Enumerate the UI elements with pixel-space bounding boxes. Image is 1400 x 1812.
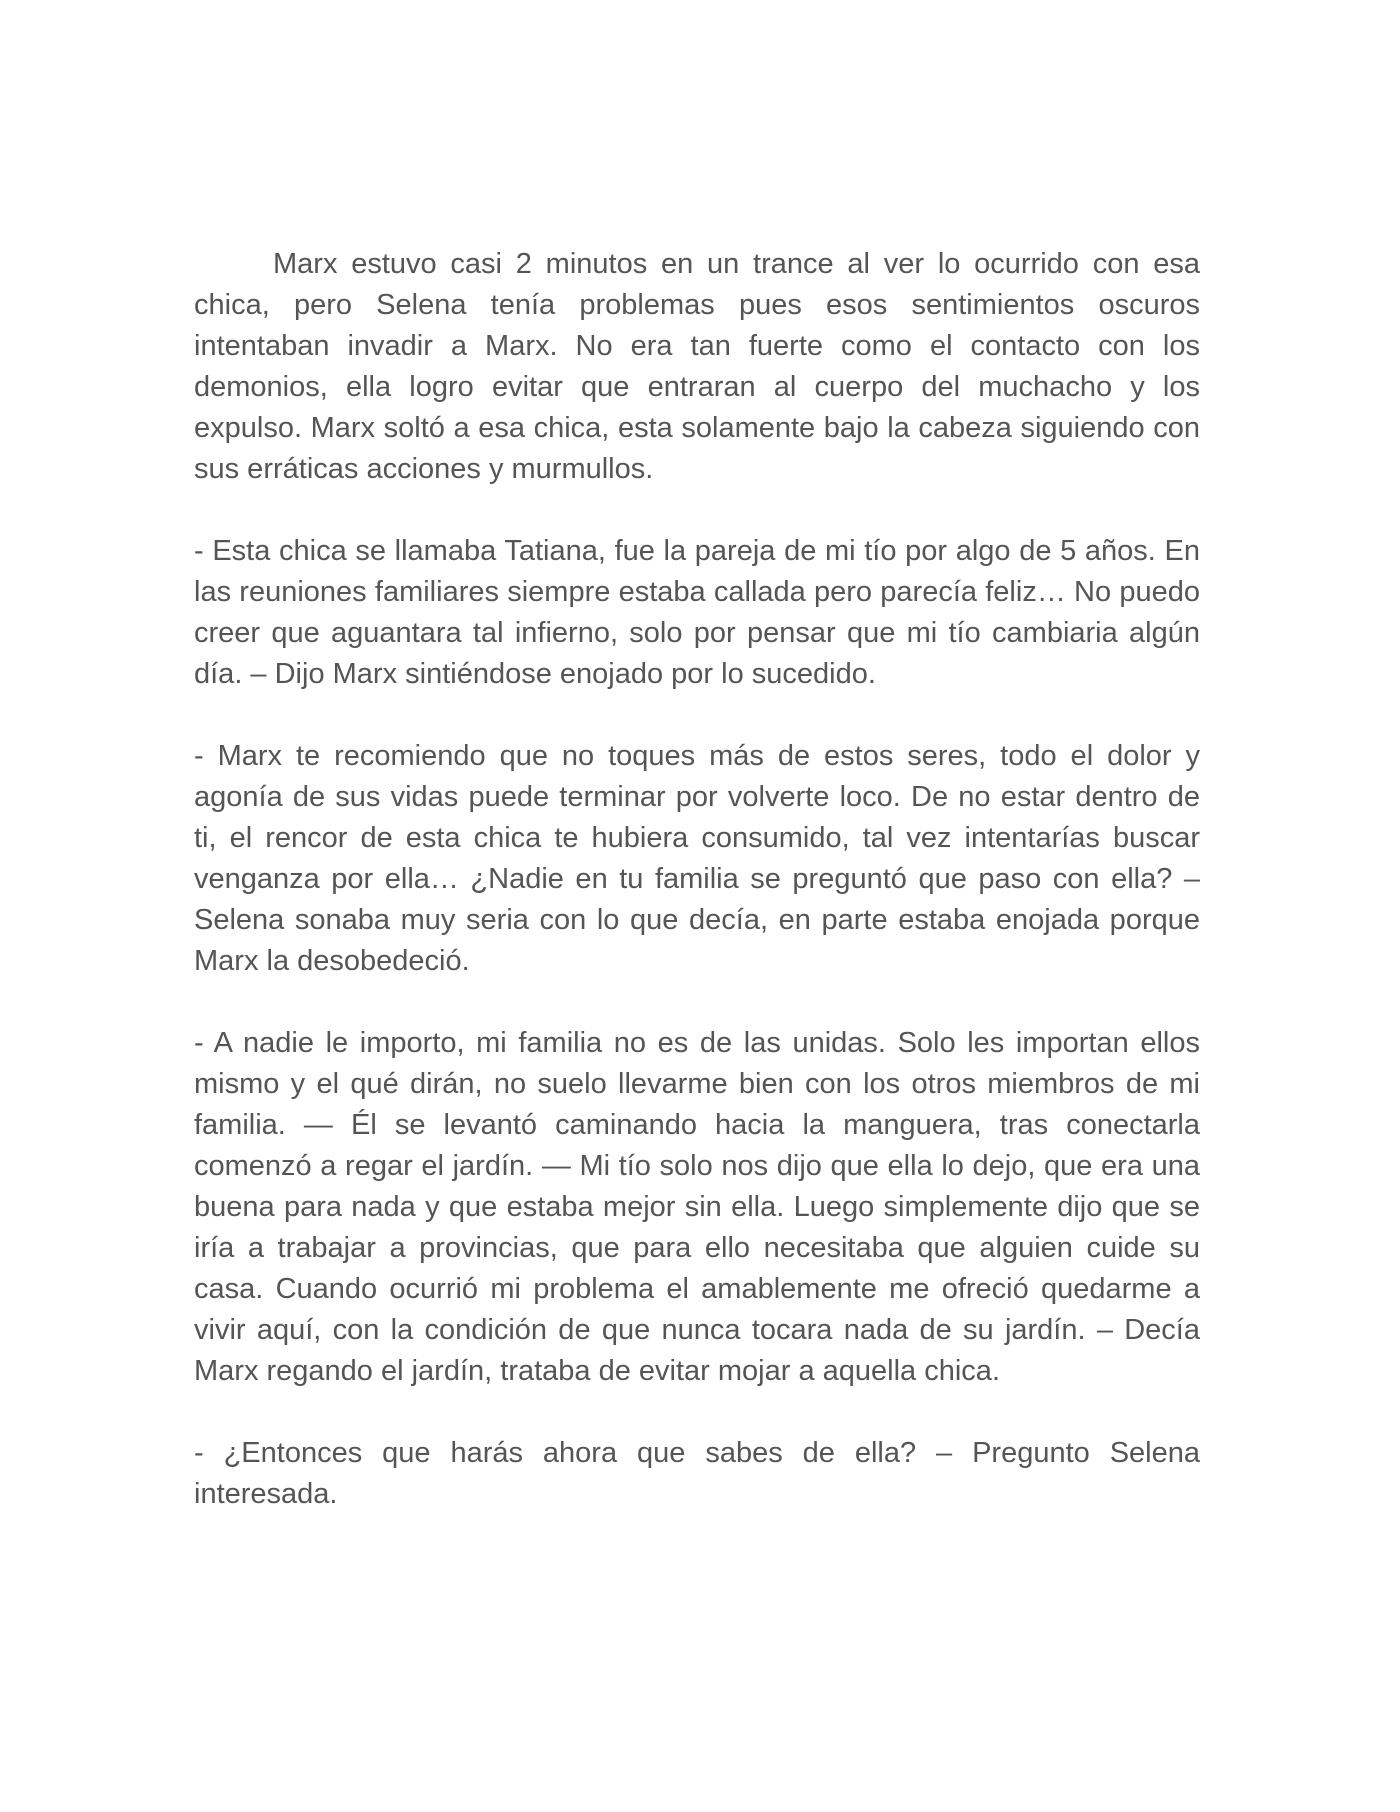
paragraph: - ¿Entonces que harás ahora que sabes de ella? – Pregunto Selena interesada. <box>194 1437 1200 1510</box>
paragraph: Marx estuvo casi 2 minutos en un trance al ver lo ocurrido con esa chica, pero Selena tenía problemas pues esos sentimientos oscuros intentaban invadir a Marx. No era tan fuerte como el contacto con los demonios, ella logro evitar que entraran al cuerpo del muchacho y los expulso. Marx soltó a esa chica, esta solamente bajo la cabeza siguiendo con sus erráticas acciones y murmullos. <box>194 248 1200 485</box>
paragraph: - Marx te recomiendo que no toques más de estos seres, todo el dolor y agonía de sus vidas puede terminar por volverte loco. De no estar dentro de ti, el rencor de esta chica te hubiera consumido, tal vez intentarías buscar venganza por ella… ¿Nadie en tu familia se preguntó que paso con ella? – Selena sonaba muy seria con lo que decía, en parte estaba enojada porque Marx la desobedeció. <box>194 740 1200 977</box>
paragraph: - Esta chica se llamaba Tatiana, fue la pareja de mi tío por algo de 5 años. En las reuniones familiares siempre estaba callada pero parecía feliz… No puedo creer que aguantara tal infierno, solo por pensar que mi tío cambiaria algún día. – Dijo Marx sintiéndose enojado por lo sucedido. <box>194 535 1200 690</box>
paragraph: - A nadie le importo, mi familia no es de las unidas. Solo les importan ellos mismo y el qué dirán, no suelo llevarme bien con los otros miembros de mi familia. — Él se levantó caminando hacia la manguera, tras conectarla comenzó a regar el jardín. — Mi tío solo nos dijo que ella lo dejo, que era una buena para nada y que estaba mejor sin ella. Luego simplemente dijo que se iría a trabajar a provincias, que para ello necesitaba que alguien cuide su casa. Cuando ocurrió mi problema el amablemente me ofreció quedarme a vivir aquí, con la condición de que nunca tocara nada de su jardín. – Decía Marx regando el jardín, trataba de evitar mojar a aquella chica. <box>194 1027 1200 1387</box>
document-body <box>194 244 1200 1556</box>
